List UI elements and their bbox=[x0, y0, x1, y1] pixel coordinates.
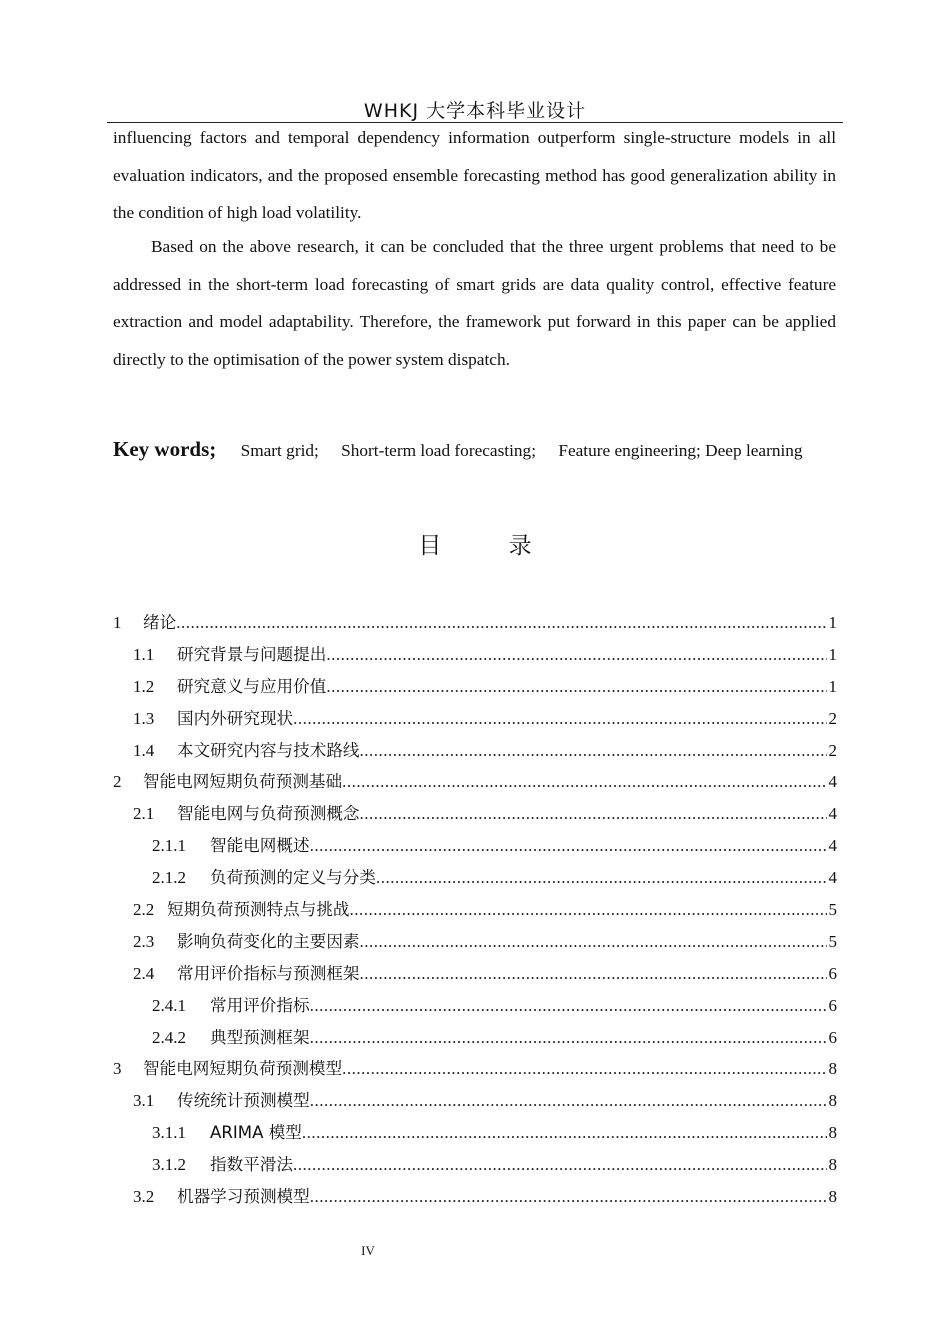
toc-entry-number: 2.1.1 bbox=[152, 836, 186, 856]
toc-entry-page: 5 bbox=[828, 931, 837, 951]
table-of-contents bbox=[113, 607, 837, 1213]
toc-entry-number: 2.2 bbox=[133, 900, 155, 920]
toc-entry-title: 智能电网与负荷预测概念 bbox=[177, 804, 360, 824]
toc-entry-title: 负荷预测的定义与分类 bbox=[210, 868, 376, 888]
keywords-block bbox=[113, 425, 836, 475]
toc-entry[interactable] bbox=[113, 671, 837, 703]
toc-entry-title: 常用评价指标与预测框架 bbox=[177, 963, 360, 983]
toc-entry-title: 本文研究内容与技术路线 bbox=[177, 740, 360, 760]
toc-entry-number: 2.4 bbox=[133, 963, 155, 983]
header-title: WHKJ 大学本科毕业设计 bbox=[363, 100, 587, 122]
toc-entry[interactable] bbox=[113, 798, 837, 830]
toc-entry-number: 3.2 bbox=[133, 1187, 155, 1207]
toc-entry-page: 4 bbox=[828, 804, 837, 824]
toc-entry-title: 影响负荷变化的主要因素 bbox=[177, 931, 360, 951]
toc-entry[interactable] bbox=[113, 1149, 837, 1181]
toc-entry-number: 3.1 bbox=[133, 1091, 155, 1111]
toc-entry-title: 机器学习预测模型 bbox=[177, 1187, 310, 1207]
toc-entry[interactable] bbox=[113, 862, 837, 894]
toc-entry[interactable] bbox=[113, 1117, 837, 1149]
toc-entry-title: 绪论 bbox=[143, 613, 177, 632]
toc-leader-dots bbox=[310, 1022, 827, 1054]
toc-entry-page: 6 bbox=[828, 963, 837, 983]
toc-entry-number: 1.3 bbox=[133, 708, 155, 728]
toc-entry[interactable] bbox=[113, 703, 837, 735]
toc-entry-page: 1 bbox=[828, 676, 837, 696]
toc-entry-number: 2.1.2 bbox=[152, 868, 186, 888]
toc-entry-title: 智能电网短期负荷预测模型 bbox=[143, 1059, 343, 1079]
toc-entry-page: 6 bbox=[828, 1027, 837, 1047]
toc-entry-title: ARIMA 模型 bbox=[210, 1123, 302, 1143]
toc-entry[interactable] bbox=[113, 926, 837, 958]
toc-entry[interactable] bbox=[113, 639, 837, 671]
toc-entry[interactable] bbox=[113, 735, 837, 767]
toc-entry-page: 2 bbox=[828, 708, 837, 728]
toc-entry-title: 研究背景与问题提出 bbox=[177, 644, 327, 664]
toc-leader-dots bbox=[342, 1053, 826, 1085]
keyword-item: Smart grid; bbox=[240, 441, 319, 460]
toc-entry[interactable] bbox=[113, 894, 837, 926]
keyword-item: Feature engineering; Deep learning bbox=[558, 441, 803, 460]
toc-entry-page: 6 bbox=[828, 995, 837, 1015]
toc-leader-dots bbox=[326, 671, 826, 703]
toc-leader-dots bbox=[350, 894, 827, 926]
toc-entry-page: 1 bbox=[828, 644, 837, 664]
toc-title: 目 录 bbox=[418, 533, 562, 559]
toc-leader-dots bbox=[310, 1181, 827, 1213]
toc-entry-number: 1 bbox=[113, 613, 122, 632]
toc-entry-number: 3.1.2 bbox=[152, 1155, 186, 1175]
toc-leader-dots bbox=[376, 862, 827, 894]
toc-entry-title: 指数平滑法 bbox=[210, 1155, 293, 1175]
toc-entry-page: 8 bbox=[828, 1155, 837, 1175]
toc-entry[interactable] bbox=[113, 1181, 837, 1213]
toc-leader-dots bbox=[293, 1149, 827, 1181]
toc-entry-title: 智能电网概述 bbox=[210, 836, 310, 856]
toc-leader-dots bbox=[310, 830, 827, 862]
toc-entry-number: 2.4.2 bbox=[152, 1027, 186, 1047]
toc-entry-title: 智能电网短期负荷预测基础 bbox=[143, 772, 343, 792]
keyword-item: Short-term load forecasting; bbox=[341, 441, 536, 460]
toc-entry-number: 3.1.1 bbox=[152, 1123, 186, 1143]
keywords-label: Key words; bbox=[113, 437, 217, 461]
toc-entry-title: 常用评价指标 bbox=[210, 995, 310, 1015]
toc-entry-page: 4 bbox=[828, 836, 837, 856]
toc-entry-number: 1.2 bbox=[133, 676, 155, 696]
toc-entry-number: 3 bbox=[113, 1059, 122, 1079]
toc-leader-dots bbox=[310, 1085, 827, 1117]
toc-entry[interactable] bbox=[113, 766, 837, 798]
toc-entry-page: 8 bbox=[828, 1123, 837, 1143]
toc-entry-title: 短期负荷预测特点与挑战 bbox=[167, 900, 350, 920]
abstract-paragraph-1: influencing factors and temporal dependency information outperform single-structure models in all evaluation indicators, and the proposed ensemble forecasting method has good generalization ability in the condition of high load volatility. bbox=[113, 128, 836, 222]
toc-entry-number: 1.4 bbox=[133, 740, 155, 760]
toc-entry-title: 典型预测框架 bbox=[210, 1027, 310, 1047]
toc-leader-dots bbox=[360, 798, 827, 830]
toc-entry-number: 2.3 bbox=[133, 931, 155, 951]
toc-entry-title: 国内外研究现状 bbox=[177, 708, 294, 728]
toc-entry-page: 1 bbox=[828, 613, 837, 632]
page-number: IV bbox=[361, 1243, 375, 1258]
toc-entry[interactable] bbox=[113, 607, 837, 639]
toc-entry[interactable] bbox=[113, 1053, 837, 1085]
toc-leader-dots bbox=[310, 990, 827, 1022]
toc-entry-title: 研究意义与应用价值 bbox=[177, 676, 327, 696]
toc-leader-dots bbox=[360, 926, 827, 958]
toc-leader-dots bbox=[342, 766, 826, 798]
toc-entry-page: 8 bbox=[828, 1091, 837, 1111]
toc-entry-page: 2 bbox=[828, 740, 837, 760]
toc-leader-dots bbox=[360, 958, 827, 990]
toc-entry[interactable] bbox=[113, 830, 837, 862]
toc-entry-number: 1.1 bbox=[133, 644, 155, 664]
toc-entry-page: 4 bbox=[828, 772, 837, 792]
toc-entry-number: 2.1 bbox=[133, 804, 155, 824]
toc-entry-page: 8 bbox=[828, 1187, 837, 1207]
toc-leader-dots bbox=[176, 607, 826, 639]
toc-entry-title: 传统统计预测模型 bbox=[177, 1091, 310, 1111]
toc-entry[interactable] bbox=[113, 1085, 837, 1117]
toc-leader-dots bbox=[326, 639, 826, 671]
toc-entry-page: 4 bbox=[828, 868, 837, 888]
abstract-paragraph-2: Based on the above research, it can be concluded that the three urgent problems that need to be addressed in the short-term load forecasting of smart grids are data quality control, effective feature extraction and model adaptability. Therefore, the framework put forward in this paper can be applied directly to the optimisation of the power system dispatch. bbox=[113, 237, 836, 369]
toc-leader-dots bbox=[360, 735, 827, 767]
toc-entry[interactable] bbox=[113, 990, 837, 1022]
toc-entry-number: 2 bbox=[113, 772, 122, 792]
toc-entry-page: 5 bbox=[828, 900, 837, 920]
toc-entry-number: 2.4.1 bbox=[152, 995, 186, 1015]
toc-leader-dots bbox=[293, 703, 826, 735]
toc-entry-page: 8 bbox=[828, 1059, 837, 1079]
toc-leader-dots bbox=[302, 1117, 827, 1149]
toc-entry[interactable] bbox=[113, 1022, 837, 1054]
toc-entry[interactable] bbox=[113, 958, 837, 990]
